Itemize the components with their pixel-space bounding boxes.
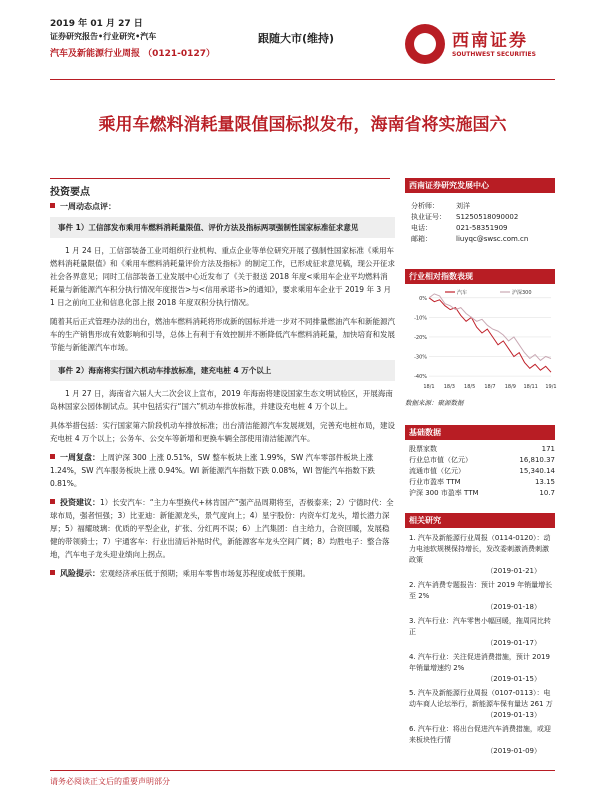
stats-row: [409, 444, 555, 455]
related-item-text: 3. 汽车行业：汽车零售小幅回暖，拖周同比转正: [409, 617, 551, 636]
y-tick-label: -20%: [414, 334, 427, 341]
event-2-title: 事件 2）海南将实行国六机动车排放标准，建充电桩 4 万个以上: [50, 360, 395, 381]
paragraph-2: 随着其后正式管理办法的出台，燃油车燃料消耗将形成新的国标并进一步对不同排量燃油汽车和新能源汽车的生产销售形成有效影响和引导，总体上有利于有效控制并不断降低汽车燃料消耗量，加快培育和发展节能与新能源汽车市场。: [50, 317, 395, 352]
report-date: 2019 年 01 月 27 日: [50, 19, 143, 29]
y-tick-label: -10%: [414, 315, 427, 322]
stats-table: [405, 440, 555, 499]
legend-label: 汽车: [457, 290, 468, 296]
chart-title: 行业相对指数表现: [405, 269, 555, 284]
header-divider: [50, 79, 555, 80]
cert-key: 执业证号：: [411, 213, 446, 221]
stats-value: 13.15: [534, 478, 555, 486]
logo-text-cn: 西南证券: [452, 31, 528, 51]
stats-row: [409, 466, 555, 477]
rating: 跟随大市(维持): [258, 32, 335, 45]
x-tick-label: 18/11: [523, 384, 538, 390]
page-title: 乘用车燃料消耗量限值国标拟发布，海南省将实施国六: [98, 115, 507, 135]
bullet-weekly-dynamics: 一周动态点评：: [50, 200, 395, 213]
stats-value: 10.7: [539, 489, 555, 497]
stats-key: 流通市值（亿元）: [409, 467, 465, 475]
stats-row: [409, 477, 555, 488]
dept-title: 西南证券研究发展中心: [405, 178, 555, 193]
related-item-text: 2. 汽车消费专题报告：预计 2019 年销量增长至 2%: [409, 581, 553, 600]
related-item-date: （2019-01-09）: [486, 747, 541, 755]
paragraph-1: 1 月 24 日，工信部装备工业司组织行业机构、重点企业等单位研究开展了强制性国家标准《乘用车燃料消耗量限值》和《乘用车燃料消耗量评价方法及指标》的制定工作，已形成征求意见稿，现公开征求社会各界意见；同时工信部装备工业发展中心近发布了《关于报送 2018 年度<乘用车企业平均燃料消耗量与新能源汽车积分执行情况年度报告>与<信用承诺书>的通知》，要求乘用车企业于 2019 年 3 月 1 日之前向工业和信息化部上报 2018 年度双积分执行情况。: [50, 246, 395, 307]
company-logo: [405, 22, 555, 72]
email-key: 邮箱：: [411, 235, 432, 243]
x-tick-label: 18/1: [423, 384, 435, 390]
section-divider: [50, 178, 390, 179]
stats-value: 171: [541, 445, 555, 453]
related-item[interactable]: [409, 688, 555, 721]
risk-warning: [50, 567, 395, 580]
related-item-date: （2019-01-15）: [486, 675, 541, 683]
related-item[interactable]: [409, 652, 555, 685]
stats-row: [409, 488, 555, 499]
x-tick-label: 18/7: [484, 384, 496, 390]
stats-title: 基础数据: [405, 425, 555, 440]
sidebar: [405, 178, 555, 757]
series-line-auto: [429, 298, 551, 372]
stats-value: 16,810.37: [519, 456, 555, 464]
analyst-value: 刘洋: [456, 202, 470, 210]
related-item-date: （2019-01-17）: [486, 639, 541, 647]
weekly-report-name: 汽车及新能源行业周报 （0121-0127）: [50, 49, 215, 59]
related-item-text: 4. 汽车行业：关注促进消费措施，预计 2019 年销量增速约 2%: [409, 653, 550, 672]
related-item-text: 5. 汽车及新能源行业周报（0107-0113）：电动车商人论坛举行，新能源车保有量达 261 万: [409, 689, 553, 708]
analyst-info: [405, 193, 555, 251]
related-item[interactable]: [409, 724, 555, 757]
legend-label: 沪深300: [512, 290, 532, 296]
paragraph-3: 1 月 27 日，海南省六届人大二次会议上宣布，2019 年海南将建设国家生态文明试验区，开展海南岛林国家公园体制试点。其中包括实行“国六”机动车排放标准，并建设充电桩 4 万个以上。: [50, 389, 393, 411]
y-tick-label: -40%: [414, 374, 427, 381]
stats-key: 行业总市值（亿元）: [409, 456, 472, 464]
related-item-date: （2019-01-21）: [486, 567, 541, 575]
x-tick-label: 18/9: [504, 384, 516, 390]
series-line-hs300: [429, 294, 551, 361]
related-item[interactable]: [409, 580, 555, 613]
footer-divider: [50, 770, 555, 771]
cert-value: S1250518090002: [456, 213, 519, 221]
paragraph-4: 具体举措包括：实行国家第六阶段机动车排放标准；出台清洁能源汽车发展规划，完善充电桩布局，建设充电桩 4 万个以上；公务车、公交车等新增和更换车辆全部使用清洁能源汽车。: [50, 421, 395, 443]
stats-row: [409, 455, 555, 466]
report-type: 证券研究报告•行业研究•汽车: [50, 32, 157, 41]
logo-text-en: SOUTHWEST SECURITIES: [452, 51, 536, 58]
related-item-text: 1. 汽车及新能源行业周报（0114-0120）：动力电池软规模保持增长，发改委刺激消费刺激政策: [409, 534, 551, 564]
section-title: 投资要点: [50, 187, 90, 198]
related-item-date: （2019-01-18）: [486, 603, 541, 611]
advice-text: 1）长安汽车：“主力车型换代+林肯国产”强产品周期将至，否极泰来；2）宁德时代：全球布局，强者恒强；3）比亚迪：新能源龙头，景气度向上；4）星宇股份：内资车灯龙头，增长潜力深厚；5）福耀玻璃：优质的平型企业，扩张、分红两不误；6）上汽集团：自主给力，合资回暖，发展稳健的带领骑士；7）宇通客车：行业出清后补贴时代，新能源客车龙头空间广阔；8）均胜电子：整合落地，汽车电子龙头迎业绩向上拐点。: [50, 498, 394, 559]
y-tick-label: -30%: [414, 354, 427, 361]
related-item[interactable]: [409, 533, 555, 577]
relative-index-chart: [405, 284, 555, 394]
related-item[interactable]: [409, 616, 555, 649]
advice-label: 投资建议：: [50, 498, 100, 507]
related-title: 相关研究: [405, 513, 555, 528]
analyst-key: 分析师：: [411, 202, 439, 210]
main-content: [50, 198, 395, 586]
phone-key: 电话：: [411, 224, 432, 232]
investment-advice: [50, 496, 395, 561]
related-item-date: （2019-01-13）: [486, 711, 541, 719]
weekly-review-text: 上周沪深 300 上涨 0.51%，SW 整车板块上涨 1.99%，SW 汽车零部件板块上涨 1.24%，SW 汽车服务板块上涨 0.94%。WI 新能源汽车指数下跌 0.08%，WI 智能汽车指数下跌 0.81%。: [50, 453, 375, 488]
stats-key: 沪深 300 市盈率 TTM: [409, 489, 479, 497]
related-item-text: 6. 汽车行业：将出台促进汽车消费措施，或迎来板块性行情: [409, 725, 551, 744]
related-list: [405, 528, 555, 757]
weekly-review: [50, 451, 395, 490]
y-tick-label: 0%: [419, 295, 427, 302]
risk-text: 宏观经济承压低于预期；乘用车零售市场复苏程度或低于预期。: [100, 569, 310, 578]
x-tick-label: 18/3: [443, 384, 455, 390]
logo-mark-icon: [405, 24, 445, 64]
risk-label: 风险提示：: [50, 569, 100, 578]
stats-key: 行业市盈率 TTM: [409, 478, 461, 486]
event-1-title: 事件 1）工信部发布乘用车燃料消耗量限值、评价方法及指标两项强制性国家标准征求意见: [50, 217, 395, 238]
footer-disclaimer: 请务必阅读正文后的重要声明部分: [50, 777, 170, 786]
weekly-review-label: 一周复盘：: [50, 453, 100, 462]
stats-value: 15,340.14: [519, 467, 555, 475]
x-tick-label: 18/5: [464, 384, 476, 390]
data-source: 数据来源：聚源数据: [405, 399, 464, 407]
email-value[interactable]: liuyqc@swsc.com.cn: [456, 235, 529, 243]
phone-value: 021-58351909: [456, 224, 508, 232]
stats-key: 股票家数: [409, 445, 437, 453]
x-tick-label: 19/1: [545, 384, 557, 390]
